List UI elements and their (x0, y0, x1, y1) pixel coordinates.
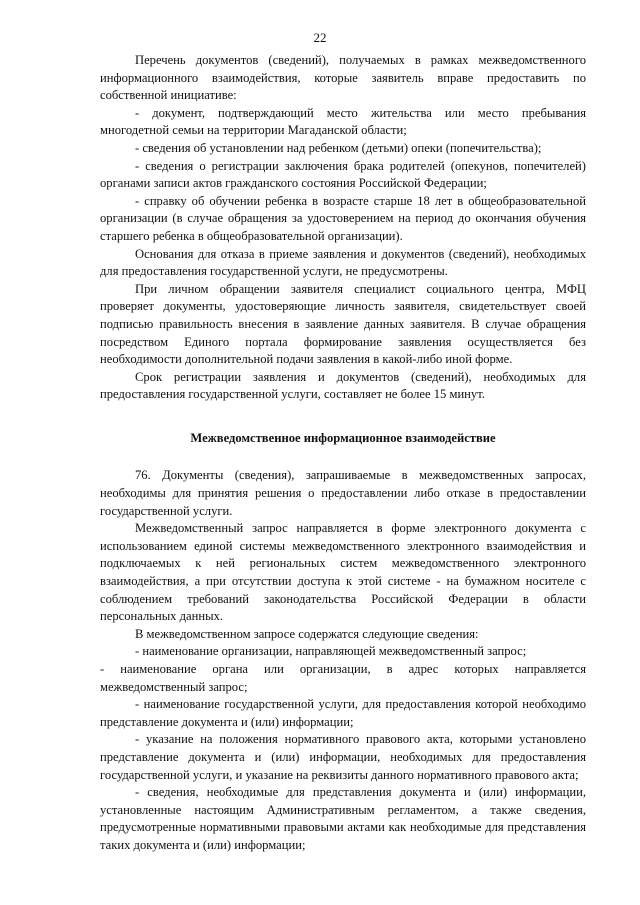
section-heading: Межведомственное информационное взаимодействие (190, 430, 496, 445)
list-item-residence-document: - документ, подтверждающий место жительства или место пребывания многодетной семьи на территории Магаданской области; (100, 105, 586, 138)
paragraph-request-contents: В межведомственном запросе содержатся следующие сведения: (135, 626, 479, 641)
list-item-service-name: - наименование государственной услуги, для предоставления которой необходимо представление документа и (или) информации; (100, 697, 586, 729)
paragraph-personal-visit: При личном обращении заявителя специалист социального центра, МФЦ проверяет документы, удостоверяющие личность заявителя, свидетельствует своей подписью правильность внесения в заявление данных заявителя. В случае обращения посредством Единого портала формирование заявления осуществляется без необходимости дополнительной подачи заявления в какой-либо иной форме. (100, 281, 586, 367)
list-item-requesting-organization: - наименование организации, направляющей межведомственный запрос; (135, 644, 527, 659)
list-item-guardianship: - сведения об установлении над ребенком (детьми) опеки (попечительства); (135, 140, 542, 155)
list-item-required-information: - сведения, необходимые для представления документа и (или) информации, установленные настоящим Административным регламентом, а также сведения, предусмотренные нормативными правовыми актами как необходимые для представления таких документа и (или) информации; (100, 785, 586, 852)
paragraph-refusal-grounds: Основания для отказа в приеме заявления и документов (сведений), необходимых для предоставления государственной услуги, не предусмотрены. (100, 246, 586, 279)
page-number: 22 (313, 30, 327, 45)
list-item-recipient-organization: - наименование органа или организации, в адрес которых направляется межведомственный запрос; (100, 662, 586, 694)
list-item-education-certificate: - справку об обучении ребенка в возрасте старше 18 лет в общеобразовательной организации (в случае обращения за удостоверением на период до окончания обучения старшего ребенка в общеобразовательной организации). (100, 193, 586, 243)
list-item-legal-provisions: - указание на положения нормативного правового акта, которыми установлено представление документа и (или) информации, необходимых для предоставления государственной услуги, и указание на реквизиты данного нормативного правового акта; (100, 732, 586, 782)
list-item-marriage-registration: - сведения о регистрации заключения брака родителей (опекунов, попечителей) органами записи актов гражданского состояния Российской Федерации; (100, 158, 586, 191)
paragraph-registration-term: Срок регистрации заявления и документов (сведений), необходимых для предоставления государственной услуги, составляет не более 15 минут. (100, 369, 586, 402)
paragraph-documents-list-intro: Перечень документов (сведений), получаемых в рамках межведомственного информационного взаимодействия, которые заявитель вправе предоставить по собственной инициативе: (100, 53, 586, 103)
paragraph-electronic-request: Межведомственный запрос направляется в форме электронного документа с использованием единой системы межведомственного электронного взаимодействия и подключаемых к ней региональных систем межведомственного электронного взаимодействия, а при отсутствии доступа к этой системе - на бумажном носителе с соблюдением требований законодательства Российской Федерации в области персональных данных. (100, 521, 586, 624)
paragraph-76: 76. Документы (сведения), запрашиваемые в межведомственных запросах, необходимы для принятия решения о предоставлении либо отказе в предоставлении государственной услуги. (100, 468, 586, 518)
document-body (100, 52, 586, 855)
